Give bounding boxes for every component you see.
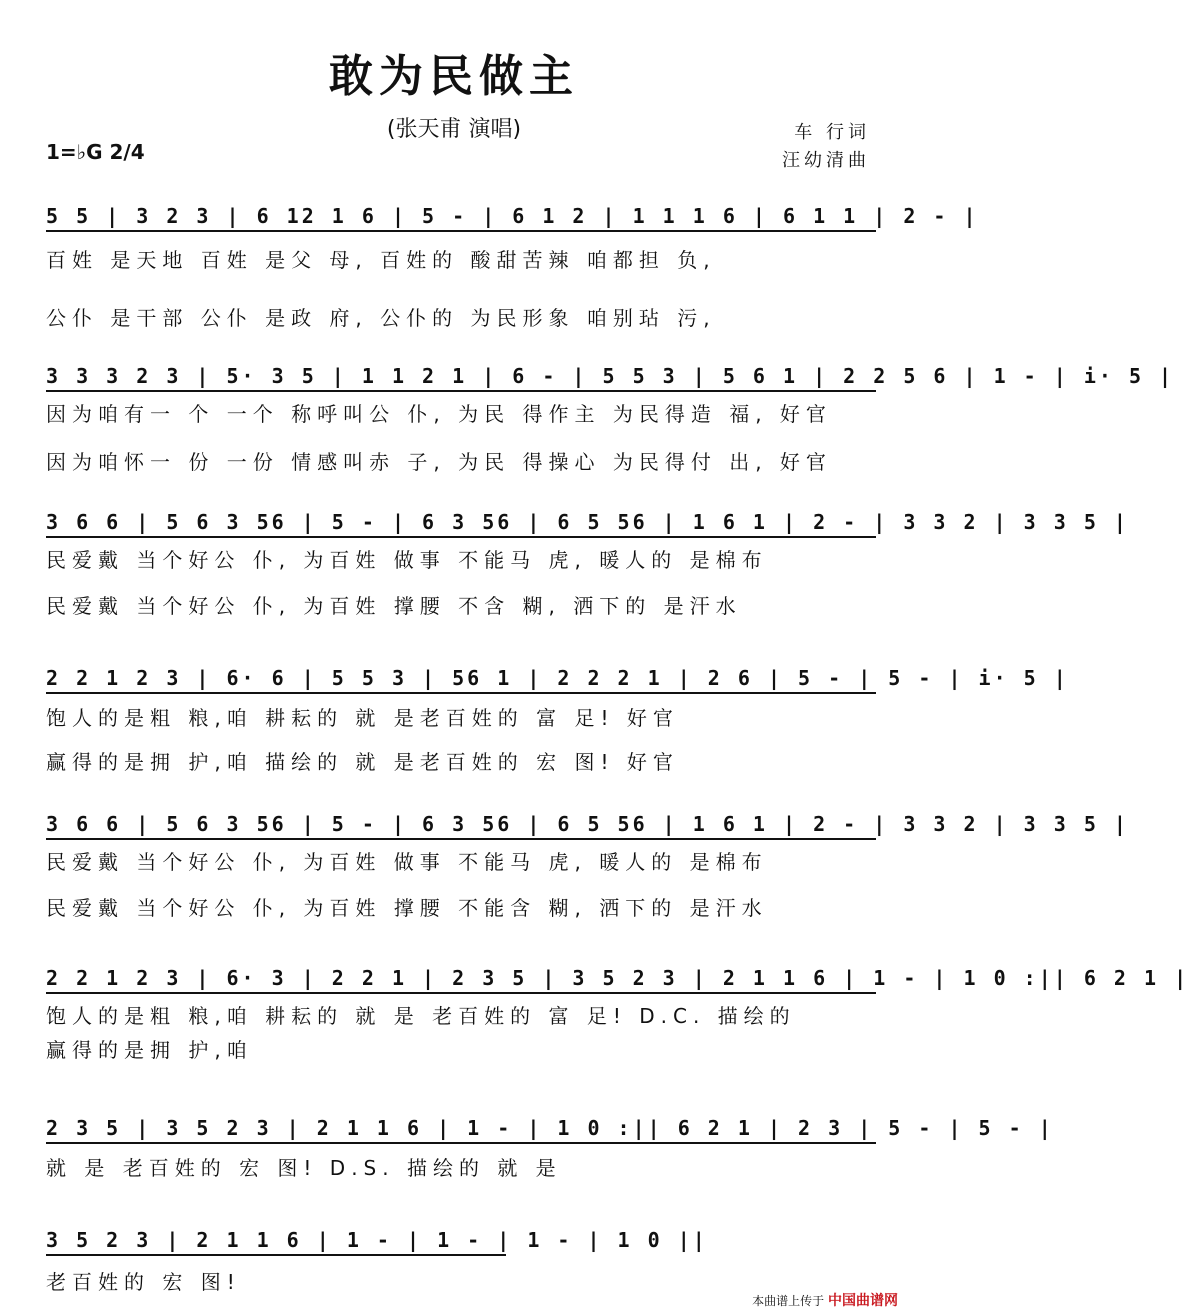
lyric-line-5a: 民爱戴 当个好公 仆, 为百姓 做事 不能马 虎, 暖人的 是棉布 [46, 850, 768, 874]
notation-line-5: 3 6 6 | 5 6 3 56 | 5 - | 6 3 56 | 6 5 56 | 1 6 1 | 2 - | 3 3 2 | 3 3 5 | [46, 812, 876, 840]
lyric-line-1b: 公仆 是干部 公仆 是政 府, 公仆的 为民形象 咱别玷 污, [46, 306, 716, 330]
lyric-line-2a: 因为咱有一 个 一个 称呼叫公 仆, 为民 得作主 为民得造 福, 好官 [46, 402, 832, 426]
lyric-line-6b: 赢得的是拥 护,咱 [46, 1038, 253, 1062]
notation-line-8: 3 5 2 3 | 2 1 1 6 | 1 - | 1 - | 1 - | 1 0 || [46, 1228, 506, 1256]
footer-source [752, 1290, 898, 1310]
score-title: 敢为民做主 [329, 51, 579, 102]
lyric-line-7a: 就 是 老百姓的 宏 图! D.S. 描绘的 就 是 [46, 1156, 562, 1180]
performer-subtitle: (张天甫 演唱) [386, 117, 522, 142]
footer-brand: 中国曲谱网 [828, 1293, 898, 1309]
notation-line-1: 5 5 | 3 2 3 | 6 12 1 6 | 5 - | 6 1 2 | 1 1 1 6 | 6 1 1 | 2 - | [46, 204, 876, 232]
key-signature: 1=♭G 2/4 [46, 140, 145, 164]
lyric-line-1a: 百姓 是天地 百姓 是父 母, 百姓的 酸甜苦辣 咱都担 负, [46, 248, 716, 272]
lyric-line-2b: 因为咱怀一 份 一份 情感叫赤 子, 为民 得操心 为民得付 出, 好官 [46, 450, 832, 474]
lyric-line-4a: 饱人的是粗 粮,咱 耕耘的 就 是老百姓的 富 足! 好官 [46, 706, 679, 730]
notation-line-2: 3 3 3 2 3 | 5· 3 5 | 1 1 2 1 | 6 - | 5 5 3 | 5 6 1 | 2 2 5 6 | 1 - | i· 5 | [46, 364, 876, 392]
lyric-line-5b: 民爱戴 当个好公 仆, 为百姓 撑腰 不能含 糊, 洒下的 是汗水 [46, 896, 768, 920]
lyric-line-6a: 饱人的是粗 粮,咱 耕耘的 就 是 老百姓的 富 足! D.C. 描绘的 [46, 1004, 796, 1028]
lyricist-credit: 车 行词 [794, 122, 870, 143]
composer-credit: 汪幼清曲 [782, 150, 870, 171]
notation-line-6: 2 2 1 2 3 | 6· 3 | 2 2 1 | 2 3 5 | 3 5 2 3 | 2 1 1 6 | 1 - | 1 0 :|| 6 2 1 | [46, 966, 876, 994]
notation-line-3: 3 6 6 | 5 6 3 56 | 5 - | 6 3 56 | 6 5 56 | 1 6 1 | 2 - | 3 3 2 | 3 3 5 | [46, 510, 876, 538]
footer-prefix: 本曲谱上传于 [752, 1294, 825, 1308]
notation-line-4: 2 2 1 2 3 | 6· 6 | 5 5 3 | 56 1 | 2 2 2 1 | 2 6 | 5 - | 5 - | i· 5 | [46, 666, 876, 694]
notation-line-7: 2 3 5 | 3 5 2 3 | 2 1 1 6 | 1 - | 1 0 :|| 6 2 1 | 2 3 | 5 - | 5 - | [46, 1116, 876, 1144]
lyric-line-8a: 老百姓的 宏 图! [46, 1270, 241, 1294]
lyric-line-3b: 民爱戴 当个好公 仆, 为百姓 撑腰 不含 糊, 洒下的 是汗水 [46, 594, 742, 618]
lyric-line-3a: 民爱戴 当个好公 仆, 为百姓 做事 不能马 虎, 暖人的 是棉布 [46, 548, 768, 572]
lyric-line-4b: 赢得的是拥 护,咱 描绘的 就 是老百姓的 宏 图! 好官 [46, 750, 679, 774]
